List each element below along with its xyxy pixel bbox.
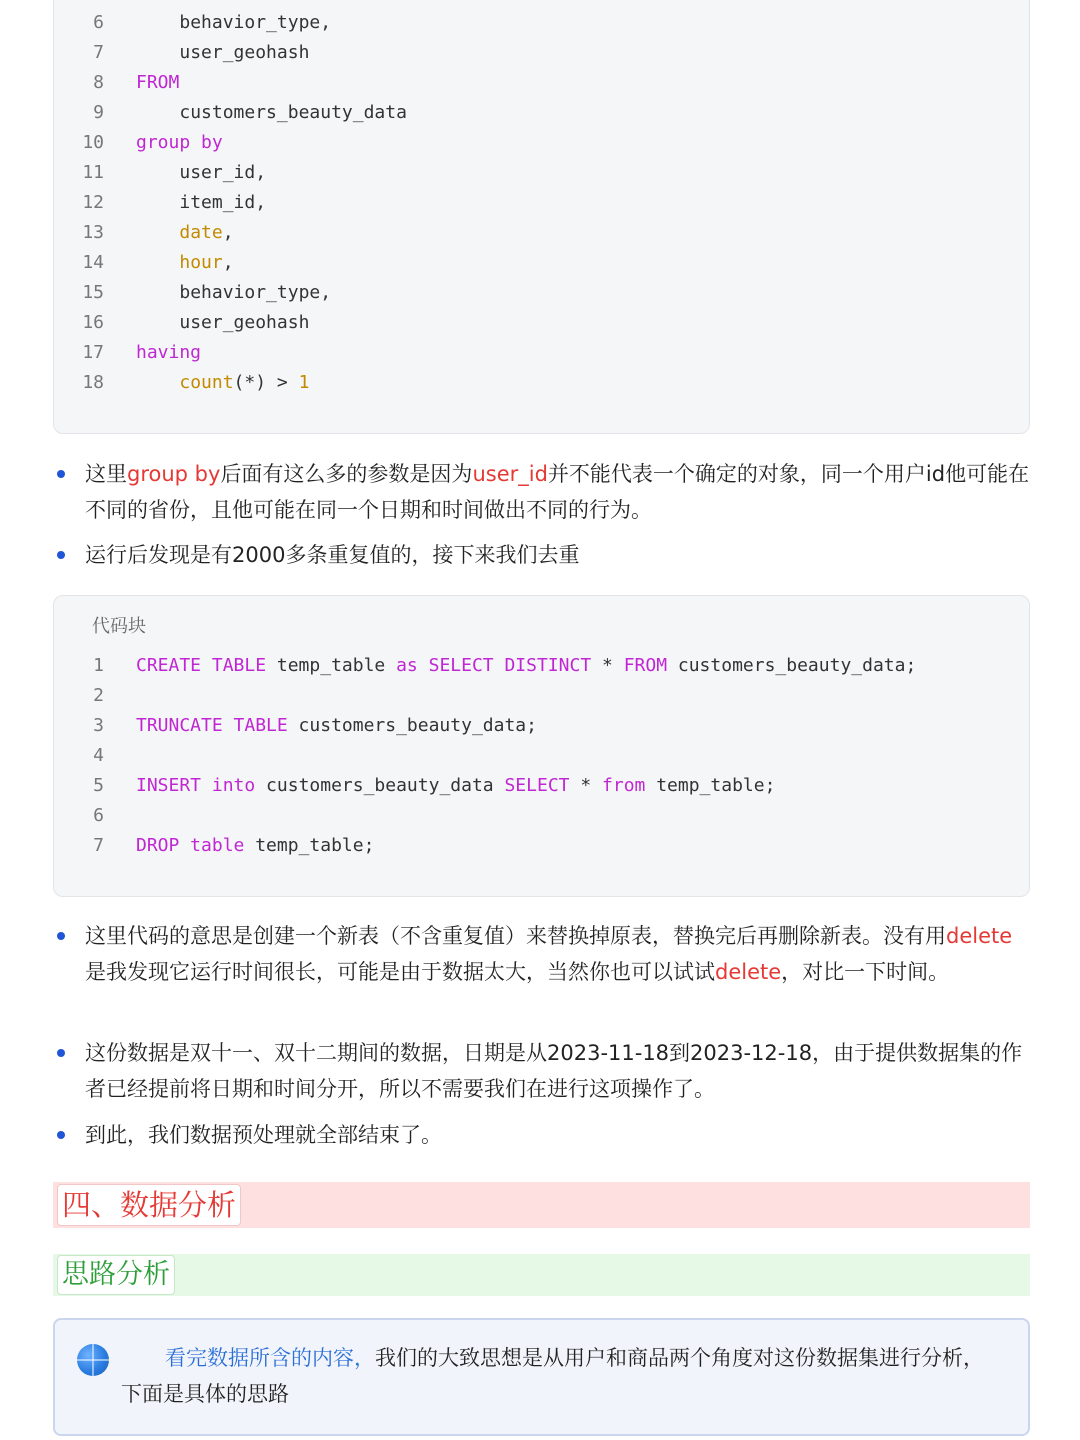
bullet-text: 运行后发现是有2000多条重复值的，接下来我们去重 [85,543,580,567]
bullet-item [85,456,1030,528]
code-line [54,308,1029,338]
code-token: having [136,342,202,363]
highlighted-term: group by [127,462,221,486]
code-token: hour [179,252,223,273]
code-line [54,278,1029,308]
code-text [136,248,234,278]
bullet-item [85,537,1030,573]
code-text [136,98,407,128]
bullet-dot [57,932,65,940]
code-token: FROM [136,72,180,93]
code-line [54,711,1029,741]
code-token: , [222,222,234,243]
section-heading-data-analysis [53,1182,1030,1228]
bullet-item [85,1117,1030,1153]
code-line [54,801,1029,831]
code-token: customers_beauty_data; [287,715,537,736]
callout-text [121,1340,1001,1412]
indent [136,192,179,213]
subheading-approach [53,1254,1030,1296]
line-number: 9 [93,102,104,123]
code-token: user_id, [179,162,267,183]
code-line [54,128,1029,158]
line-number: 6 [93,805,104,826]
line-number: 15 [82,282,104,303]
code-text [136,711,537,741]
line-number: 1 [93,655,104,676]
code-token: temp_table [266,655,397,676]
line-number: 16 [82,312,104,333]
code-token: * [569,775,603,796]
code-token: DROP table [136,835,245,856]
code-token: user_geohash [179,42,310,63]
highlighted-term: delete [946,924,1013,948]
highlighted-term: user_id [472,462,548,486]
bullet-text: 这里 [85,462,127,486]
line-number: 6 [93,12,104,33]
code-token: customers_beauty_data [255,775,505,796]
code-token: behavior_type, [179,282,332,303]
code-token: from [602,775,646,796]
indent [136,102,179,123]
bullet-text: 是我发现它运行时间很长，可能是由于数据太大，当然你也可以试试 [85,960,715,984]
code-text [136,651,916,681]
line-number: 2 [93,685,104,706]
line-number: 7 [93,42,104,63]
code-block-group-by [53,0,1030,434]
line-number: 17 [82,342,104,363]
line-number: 7 [93,835,104,856]
bullet-dot [57,1049,65,1057]
code-token: as SELECT DISTINCT [396,655,592,676]
code-line [54,771,1029,801]
code-line [54,338,1029,368]
code-token: temp_table; [645,775,776,796]
bullet-text: 并不能代表一个确定的对象，同一个用户id他可能在不同的省份，且他可能在同一个日期和时间做出不同的行为。 [85,462,1030,522]
code-line [54,8,1029,38]
bullet-text: 这里代码的意思是创建一个新表（不含重复值）来替换掉原表，替换完后再删除新表。没有用 [85,924,946,948]
code-text [136,831,374,861]
line-number: 10 [82,132,104,153]
code-token: SELECT [504,775,570,796]
code-text [136,278,331,308]
indent [136,312,179,333]
section-heading-text: 四、数据分析 [57,1184,241,1226]
code-token: customers_beauty_data [179,102,407,123]
line-number: 12 [82,192,104,213]
code-block-dedupe [53,595,1030,897]
code-text [136,38,309,68]
line-number: 4 [93,745,104,766]
code-line [54,831,1029,861]
code-line [54,158,1029,188]
line-number: 13 [82,222,104,243]
bullet-text: 这份数据是双十一、双十二期间的数据，日期是从2023-11-18到2023-12-18，由于提供数据集的作者已经提前将日期和时间分开，所以不需要我们在进行这项操作了。 [85,1041,1023,1101]
highlighted-term: delete [715,960,782,984]
code-token: TRUNCATE TABLE [136,715,288,736]
bullet-dot [57,1131,65,1139]
code-token: user_geohash [179,312,310,333]
code-token: date [179,222,223,243]
subheading-text: 思路分析 [57,1255,175,1295]
code-text [136,188,266,218]
indent [136,162,179,183]
code-text [136,308,309,338]
line-number: 11 [82,162,104,183]
indent [136,222,179,243]
callout-box [53,1318,1030,1436]
callout-highlight: 看完数据所含的内容， [165,1346,375,1370]
code-token: , [222,252,234,273]
code-line [54,38,1029,68]
code-token: group by [136,132,223,153]
code-token: item_id, [179,192,267,213]
globe-icon [77,1344,109,1376]
line-number: 3 [93,715,104,736]
bullet-item [85,918,1030,990]
code-line [54,218,1029,248]
code-text [136,128,223,158]
code-token: temp_table; [244,835,375,856]
code-line [54,651,1029,681]
indent [136,42,179,63]
code-text [136,158,266,188]
code-line [54,68,1029,98]
code-text [136,368,309,398]
bullet-text: ，对比一下时间。 [781,960,950,984]
code-text [136,771,775,801]
code-token: behavior_type, [179,12,332,33]
line-number: 5 [93,775,104,796]
indent [136,12,179,33]
code-token: customers_beauty_data; [667,655,917,676]
code-line [54,368,1029,398]
code-token: INSERT into [136,775,256,796]
line-number: 14 [82,252,104,273]
bullet-dot [57,470,65,478]
indent [136,252,179,273]
code-token: CREATE TABLE [136,655,267,676]
bullet-item [85,1035,1030,1107]
code-token: (*) > [233,372,299,393]
code-token: * [591,655,624,676]
code-text [136,338,201,368]
code-text [136,218,234,248]
code-block-label: 代码块 [92,616,146,637]
code-token: 1 [298,372,310,393]
callout-body: 我们的大致思想是从用户和商品两个角度对这份数据集进行分析，下面是具体的思路 [121,1346,984,1406]
bullet-text: 到此，我们数据预处理就全部结束了。 [85,1123,442,1147]
code-line [54,188,1029,218]
code-line [54,741,1029,771]
line-number: 18 [82,372,104,393]
code-text [136,8,331,38]
code-line [54,98,1029,128]
indent [136,282,179,303]
code-token: count [179,372,234,393]
code-token: FROM [623,655,668,676]
code-text [136,68,179,98]
bullet-dot [57,551,65,559]
indent [136,372,179,393]
line-number: 8 [93,72,104,93]
code-line [54,681,1029,711]
bullet-text: 后面有这么多的参数是因为 [220,462,473,486]
code-line [54,248,1029,278]
